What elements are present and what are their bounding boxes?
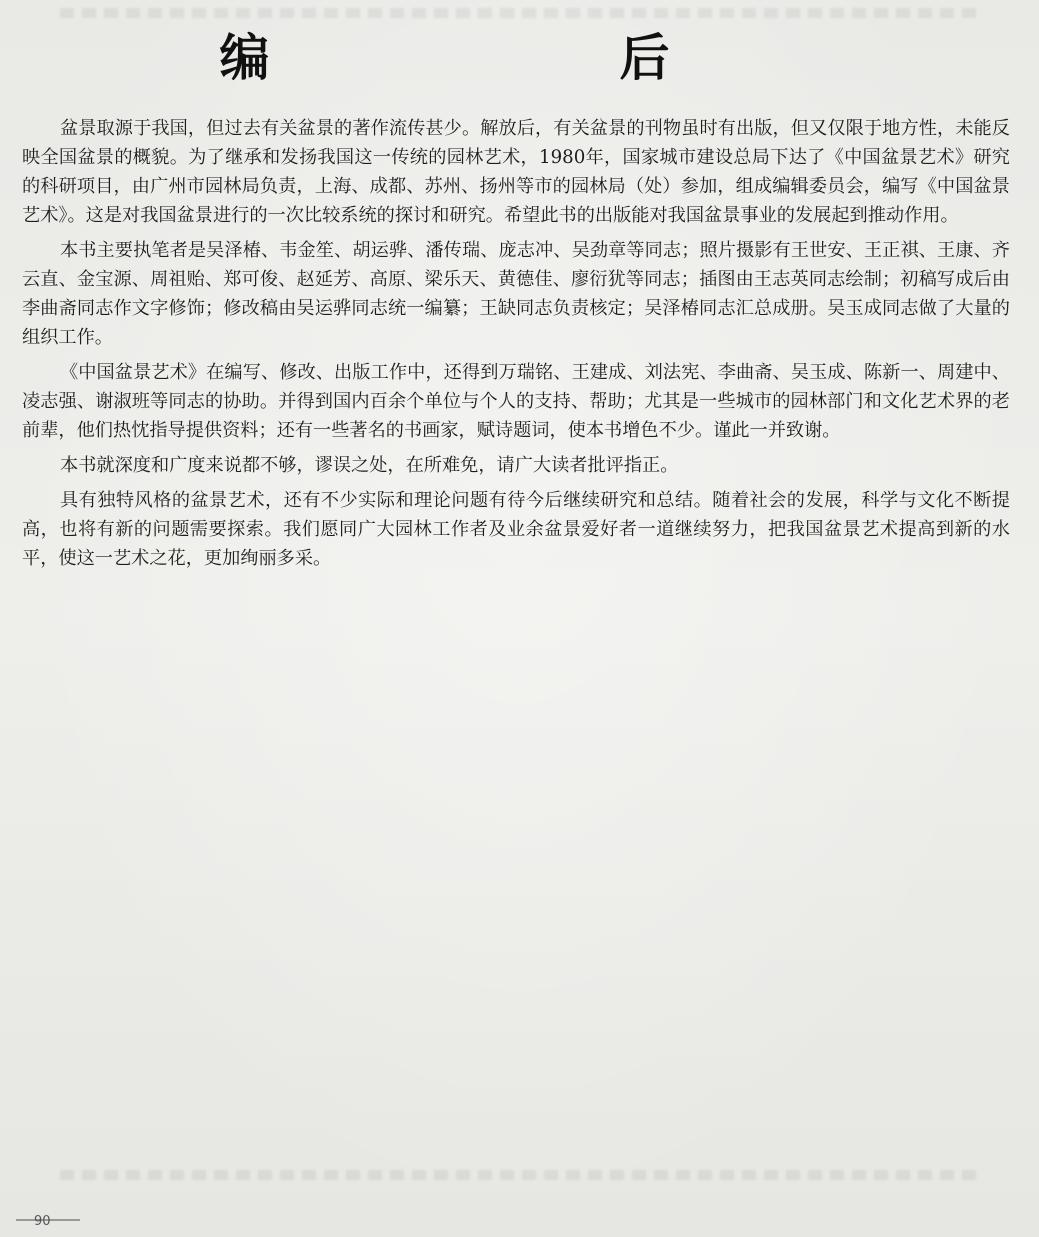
bleed-through-texture [60,1170,979,1180]
paragraph-5: 具有独特风格的盆景艺术，还有不少实际和理论问题有待今后继续研究和总结。随着社会的发展，科学与文化不断提高，也将有新的问题需要探索。我们愿同广大园林工作者及业余盆景爱好者一道继续努力，把我国盆景艺术提高到新的水平，使这一艺术之花，更加绚丽多采。 [22,490,1010,569]
page-number: 90 [34,1214,51,1229]
bleed-through-texture [60,8,979,18]
paragraph-2: 本书主要执笔者是吴泽椿、韦金笙、胡运骅、潘传瑞、庞志冲、吴劲章等同志；照片摄影有王世安、王正祺、王康、齐云直、金宝源、周祖贻、郑可俊、赵延芳、高原、梁乐天、黄德佳、廖衍犹等同志；插图由王志英同志绘制；初稿写成后由李曲斋同志作文字修饰；修改稿由吴运骅同志统一编纂；王缺同志负责核定；吴泽椿同志汇总成册。吴玉成同志做了大量的组织工作。 [22,240,1010,348]
afterword-body [22,114,1010,579]
page-heading: 编 后 [219,29,820,87]
paragraph-3: 《中国盆景艺术》在编写、修改、出版工作中，还得到万瑞铭、王建成、刘法宪、李曲斋、吴玉成、陈新一、周建中、凌志强、谢淑班等同志的协助。并得到国内百余个单位与个人的支持、帮助；尤其是一些城市的园林部门和文化艺术界的老前辈，他们热忱指导提供资料；还有一些著名的书画家，赋诗题词，使本书增色不少。谨此一并致谢。 [22,362,1010,441]
paragraph-1: 盆景取源于我国，但过去有关盆景的著作流传甚少。解放后，有关盆景的刊物虽时有出版，但又仅限于地方性，未能反映全国盆景的概貌。为了继承和发扬我国这一传统的园林艺术，1980年，国家城市建设总局下达了《中国盆景艺术》研究的科研项目，由广州市园林局负责，上海、成都、苏州、扬州等市的园林局（处）参加，组成编辑委员会，编写《中国盆景艺术》。这是对我国盆景进行的一次比较系统的探讨和研究。希望此书的出版能对我国盆景事业的发展起到推动作用。 [22,118,1010,226]
paragraph-4: 本书就深度和广度来说都不够，谬误之处，在所难免，请广大读者批评指正。 [60,455,679,476]
